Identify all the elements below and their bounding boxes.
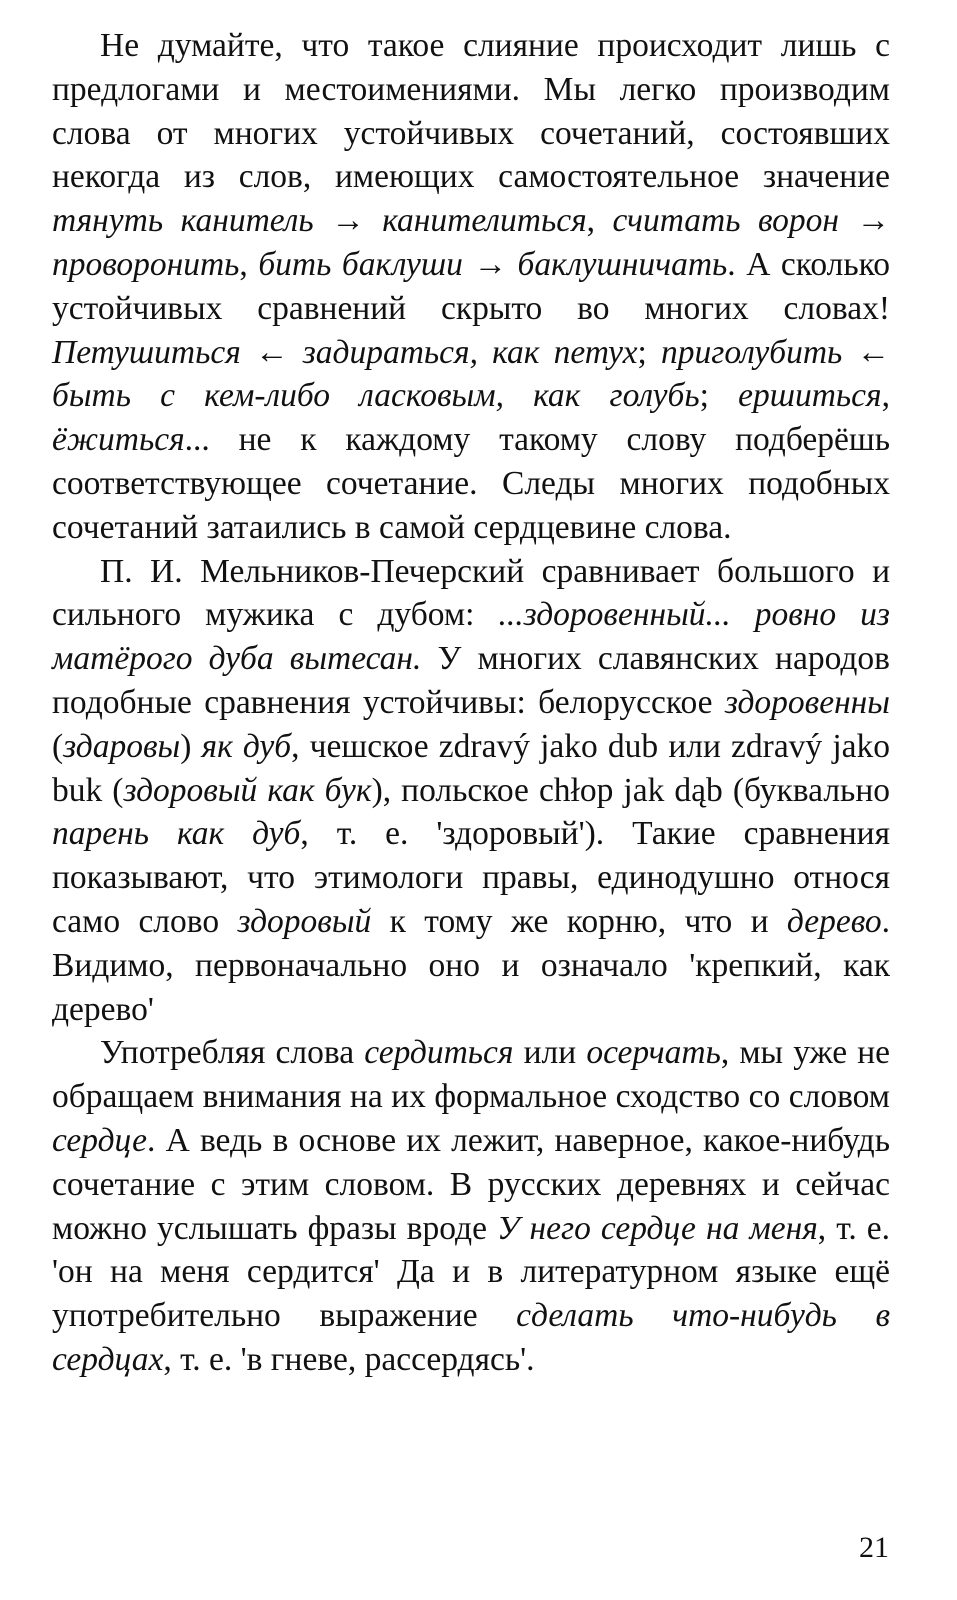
text-run: . А сколько устойчивых сравнений скрыто во многих словах!	[52, 245, 890, 327]
italic-example: сделать что-нибудь в сердцах	[52, 1297, 890, 1378]
text-run: , мы уже не обращаем внимания на их формальное сходство со словом	[52, 1034, 890, 1116]
italic-example: баклушничать	[517, 245, 728, 283]
italic-example: канителиться	[382, 202, 587, 240]
text-run: →	[462, 245, 518, 283]
italic-example: ершиться	[738, 377, 882, 415]
italic-example: У него сердце на меня	[496, 1209, 818, 1247]
italic-example: здоровый как бук	[123, 771, 372, 809]
italic-example: быть с кем-либо ласковым, как голубь	[52, 377, 700, 415]
text-run: , т. е. 'здоровый'). Такие сравнения показывают, что этимологи правы, единодушно относя само слово	[52, 815, 890, 940]
text-run: , т. е. 'он на меня сердится' Да и в литературном языке ещё употребительно выражение	[52, 1209, 890, 1335]
text-run: Не думайте, что такое слияние происходит лишь с предлогами и местоимениями. Мы легко производим слова от многих устойчивых сочетаний, состоявших некогда из слов, имеющих самостоятельное значение	[52, 27, 890, 196]
italic-example: считать ворон	[612, 202, 839, 240]
text-run: ), польское chłop jak dąb (буквально	[371, 771, 890, 809]
italic-example: дерево	[786, 902, 882, 940]
italic-example: здоровенны	[724, 683, 890, 721]
text-run: , т. е. 'в гневе, рассердясь'.	[163, 1340, 535, 1378]
italic-example: приголубить	[661, 333, 843, 371]
italic-example: здоровый	[237, 902, 372, 940]
italic-example: осерчать	[586, 1034, 721, 1072]
italic-example: задираться, как петух	[302, 333, 638, 371]
paragraph-oak-comparison	[52, 550, 890, 1032]
text-run: →	[839, 202, 891, 240]
page-number: 21	[859, 1531, 889, 1564]
italic-example: сердце	[52, 1121, 148, 1159]
text-run: ,	[239, 245, 259, 283]
text-run: ,	[586, 202, 613, 240]
text-run: . Видимо, первоначально оно и означало 'крепкий, как дерево'	[52, 902, 890, 1028]
text-run: )	[180, 727, 202, 765]
text-run: (	[52, 727, 64, 765]
paragraph-heart-words	[52, 1031, 890, 1381]
italic-example: здаровы	[63, 727, 181, 765]
italic-example: ...здоровенный... ровно из матёрого дуба вытесан.	[52, 596, 890, 678]
text-run: ←	[842, 333, 891, 371]
italic-example: проворонить	[52, 245, 240, 283]
text-run: Употребляя слова	[100, 1034, 365, 1072]
italic-example: як дуб	[201, 727, 292, 765]
text-run: ;	[637, 333, 661, 371]
italic-example: сердиться	[364, 1034, 514, 1072]
paragraph-compound-words	[52, 24, 890, 550]
text-run: ;	[699, 377, 739, 415]
text-run: ←	[240, 333, 303, 371]
text-run: ,	[881, 377, 890, 415]
text-run: , чешское zdravý jako dub или zdravý jako buk (	[52, 727, 891, 809]
italic-example: парень как дуб	[52, 815, 301, 853]
text-run: или	[513, 1034, 587, 1072]
text-run: . А ведь в основе их лежит, наверное, какое-нибудь сочетание с этим словом. В русских деревнях и сейчас можно услышать фразы вроде	[52, 1121, 890, 1247]
text-run: П. И. Мельников-Печерский сравнивает большого и сильного мужика с дубом:	[52, 552, 890, 634]
body-text	[52, 24, 890, 1382]
italic-example: Петушиться	[52, 333, 241, 371]
text-run: У многих славянских народов подобные сравнения устойчивы: белорусское	[52, 640, 890, 721]
italic-example: тянуть канитель	[52, 202, 314, 240]
text-run: →	[313, 202, 383, 240]
italic-example: ёжиться	[52, 421, 185, 459]
text-run: ... не к каждому такому слову подберёшь соответствующее сочетание. Следы многих подобных сочетаний затаились в самой сердцевине слова.	[52, 421, 890, 546]
text-run: к тому же корню, что и	[371, 902, 787, 940]
italic-example: бить баклуши	[258, 245, 463, 283]
